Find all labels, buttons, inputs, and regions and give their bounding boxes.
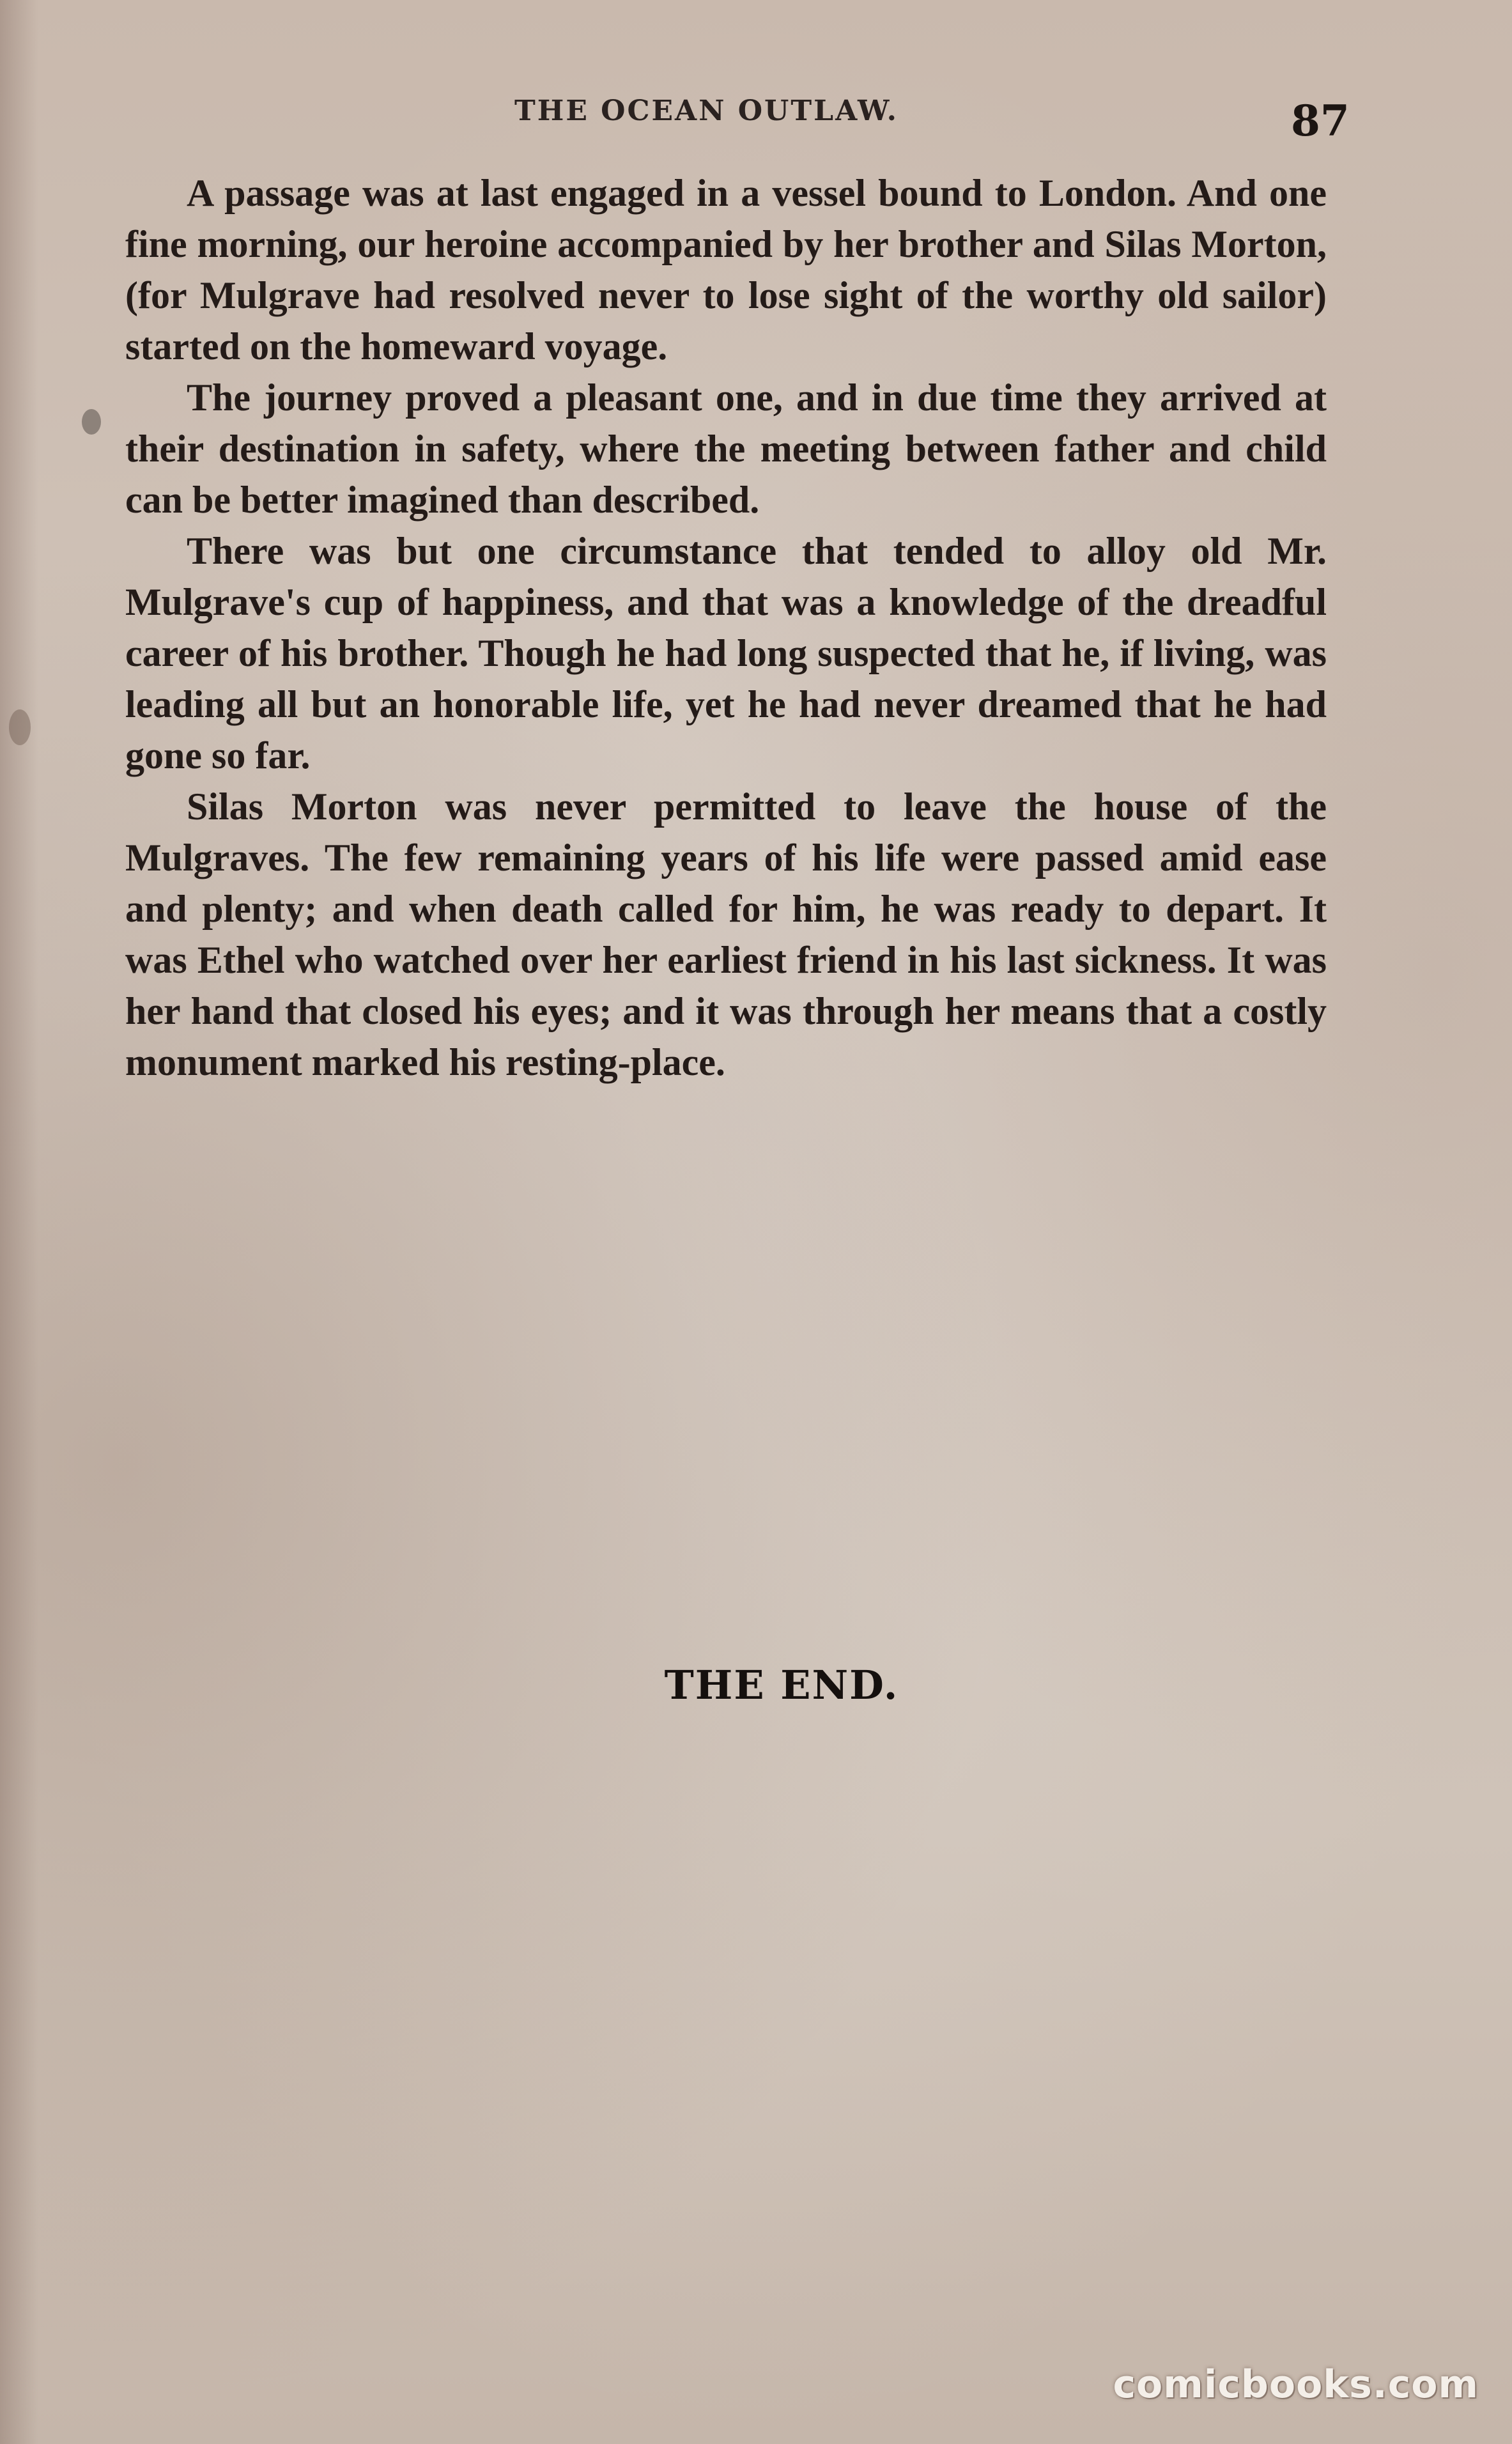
page-number: 87 bbox=[1291, 96, 1350, 146]
body-text bbox=[125, 167, 1327, 1088]
paragraph: The journey proved a pleasant one, and in due time they arrived at their destination in safety, where the meeting between father and child can be better imagined than described. bbox=[125, 376, 1327, 521]
ink-smudge bbox=[82, 409, 101, 435]
ink-smudge bbox=[9, 709, 31, 745]
running-head-title: THE OCEAN OUTLAW. bbox=[514, 95, 899, 127]
paragraph: A passage was at last engaged in a vessel bound to London. And one fine morning, our heroine accompanied by her brother and Silas Morton, (for Mulgrave had resolved never to lose sight of the worthy old sailor) started on the homeward voyage. bbox=[125, 172, 1327, 367]
paragraph: There was but one circumstance that tended to alloy old Mr. Mulgrave's cup of happiness, and that was a knowledge of the dreadful career of his brother. Though he had long suspected that he, if living, was leading all but an honorable life, yet he had never dreamed that he had gone so far. bbox=[125, 530, 1327, 777]
page-edge-shadow bbox=[0, 0, 38, 2444]
the-end-heading: THE END. bbox=[664, 1662, 899, 1708]
paragraph: Silas Morton was never permitted to leave the house of the Mulgraves. The few remaining years of his life were passed amid ease and plenty; and when death called for him, he was ready to depart. It was Ethel who watched over her earliest friend in his last sickness. It was her hand that closed his eyes; and it was through her means that a costly monument marked his resting-place. bbox=[125, 785, 1327, 1083]
site-watermark: comicbooks.com bbox=[1113, 2362, 1479, 2407]
